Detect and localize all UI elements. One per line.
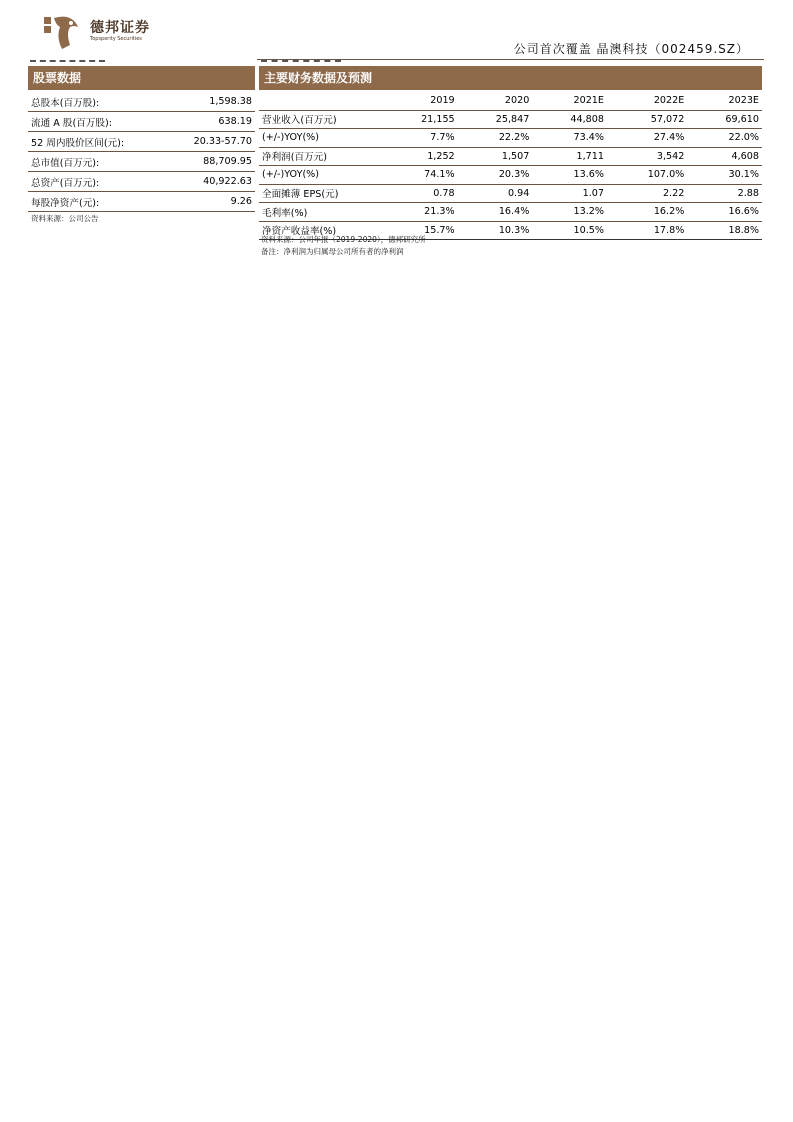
table-cell: 0.94 <box>458 184 533 203</box>
table-row <box>28 152 255 172</box>
financials-table <box>259 92 762 240</box>
table-cell: 107.0% <box>607 166 687 185</box>
row-value: 88,709.95 <box>166 152 255 172</box>
table-cell: 21,155 <box>383 110 458 129</box>
table-cell: 44,808 <box>532 110 607 129</box>
brand-subtitle: Topsperity Securities <box>90 36 142 42</box>
table-cell: 13.6% <box>532 166 607 185</box>
column-header: 2022E <box>607 92 687 110</box>
table-row <box>28 192 255 212</box>
row-label: 每股净资产(元): <box>28 192 166 212</box>
table-cell: 4,608 <box>687 147 762 166</box>
row-value: 638.19 <box>166 112 255 132</box>
table-cell: 1,252 <box>383 147 458 166</box>
table-cell: 69,610 <box>687 110 762 129</box>
row-value: 40,922.63 <box>166 172 255 192</box>
table-cell: 2.88 <box>687 184 762 203</box>
table-cell: 22.2% <box>458 129 533 148</box>
row-label: 总股本(百万股): <box>28 92 166 112</box>
table-cell: 7.7% <box>383 129 458 148</box>
column-header: 2019 <box>383 92 458 110</box>
table-cell: 73.4% <box>532 129 607 148</box>
table-cell: 18.8% <box>687 221 762 240</box>
table-cell: 10.5% <box>532 221 607 240</box>
table-row <box>28 92 255 112</box>
table-cell: 21.3% <box>383 203 458 222</box>
row-label: 总市值(百万元): <box>28 152 166 172</box>
brand-mark-icon <box>44 15 88 51</box>
table-row <box>259 110 762 129</box>
header-corner <box>259 92 383 110</box>
row-value: 9.26 <box>166 192 255 212</box>
table-cell: 10.3% <box>458 221 533 240</box>
row-label: (+/-)YOY(%) <box>259 129 383 148</box>
table-row <box>259 184 762 203</box>
row-label: 净利润(百万元) <box>259 147 383 166</box>
row-label: 52 周内股价区间(元): <box>28 132 166 152</box>
column-header: 2023E <box>687 92 762 110</box>
table-cell: 13.2% <box>532 203 607 222</box>
table-row <box>259 147 762 166</box>
table-cell: 16.6% <box>687 203 762 222</box>
table-row <box>28 112 255 132</box>
table-cell: 57,072 <box>607 110 687 129</box>
row-label: 净资产收益率(%) <box>259 221 383 240</box>
table-row <box>259 203 762 222</box>
row-label: 全面摊薄 EPS(元) <box>259 184 383 203</box>
table-cell: 30.1% <box>687 166 762 185</box>
financials-note: 备注：净利润为归属母公司所有者的净利润 <box>261 247 404 256</box>
table-row <box>28 172 255 192</box>
header-row <box>259 92 762 110</box>
stock-data-source: 资料来源：公司公告 <box>31 214 99 223</box>
table-cell: 16.2% <box>607 203 687 222</box>
row-label: 流通 A 股(百万股): <box>28 112 166 132</box>
header-stub-left <box>30 60 105 65</box>
table-row <box>259 166 762 185</box>
table-cell: 15.7% <box>383 221 458 240</box>
table-cell: 0.78 <box>383 184 458 203</box>
brand-name: 德邦证券 <box>90 20 150 36</box>
row-label: (+/-)YOY(%) <box>259 166 383 185</box>
table-cell: 27.4% <box>607 129 687 148</box>
row-label: 总资产(百万元): <box>28 172 166 192</box>
table-cell: 25,847 <box>458 110 533 129</box>
document-title: 公司首次覆盖 晶澳科技（002459.SZ） <box>513 42 749 56</box>
column-header: 2021E <box>532 92 607 110</box>
table-cell: 20.3% <box>458 166 533 185</box>
row-value: 20.33-57.70 <box>166 132 255 152</box>
table-cell: 16.4% <box>458 203 533 222</box>
table-row <box>28 132 255 152</box>
stock-data-table <box>28 92 255 212</box>
column-header: 2020 <box>458 92 533 110</box>
table-row <box>259 129 762 148</box>
row-label: 营业收入(百万元) <box>259 110 383 129</box>
financials-source: 资料来源：公司年报（2019-2020），德邦研究所 <box>261 235 426 244</box>
table-cell: 3,542 <box>607 147 687 166</box>
financials-title: 主要财务数据及预测 <box>259 66 762 90</box>
row-label: 毛利率(%) <box>259 203 383 222</box>
table-cell: 22.0% <box>687 129 762 148</box>
table-cell: 2.22 <box>607 184 687 203</box>
row-value: 1,598.38 <box>166 92 255 112</box>
stock-data-title: 股票数据 <box>28 66 255 90</box>
table-cell: 17.8% <box>607 221 687 240</box>
table-cell: 1,507 <box>458 147 533 166</box>
table-cell: 1,711 <box>532 147 607 166</box>
header-stub-right <box>261 60 341 65</box>
table-cell: 74.1% <box>383 166 458 185</box>
table-cell: 1.07 <box>532 184 607 203</box>
